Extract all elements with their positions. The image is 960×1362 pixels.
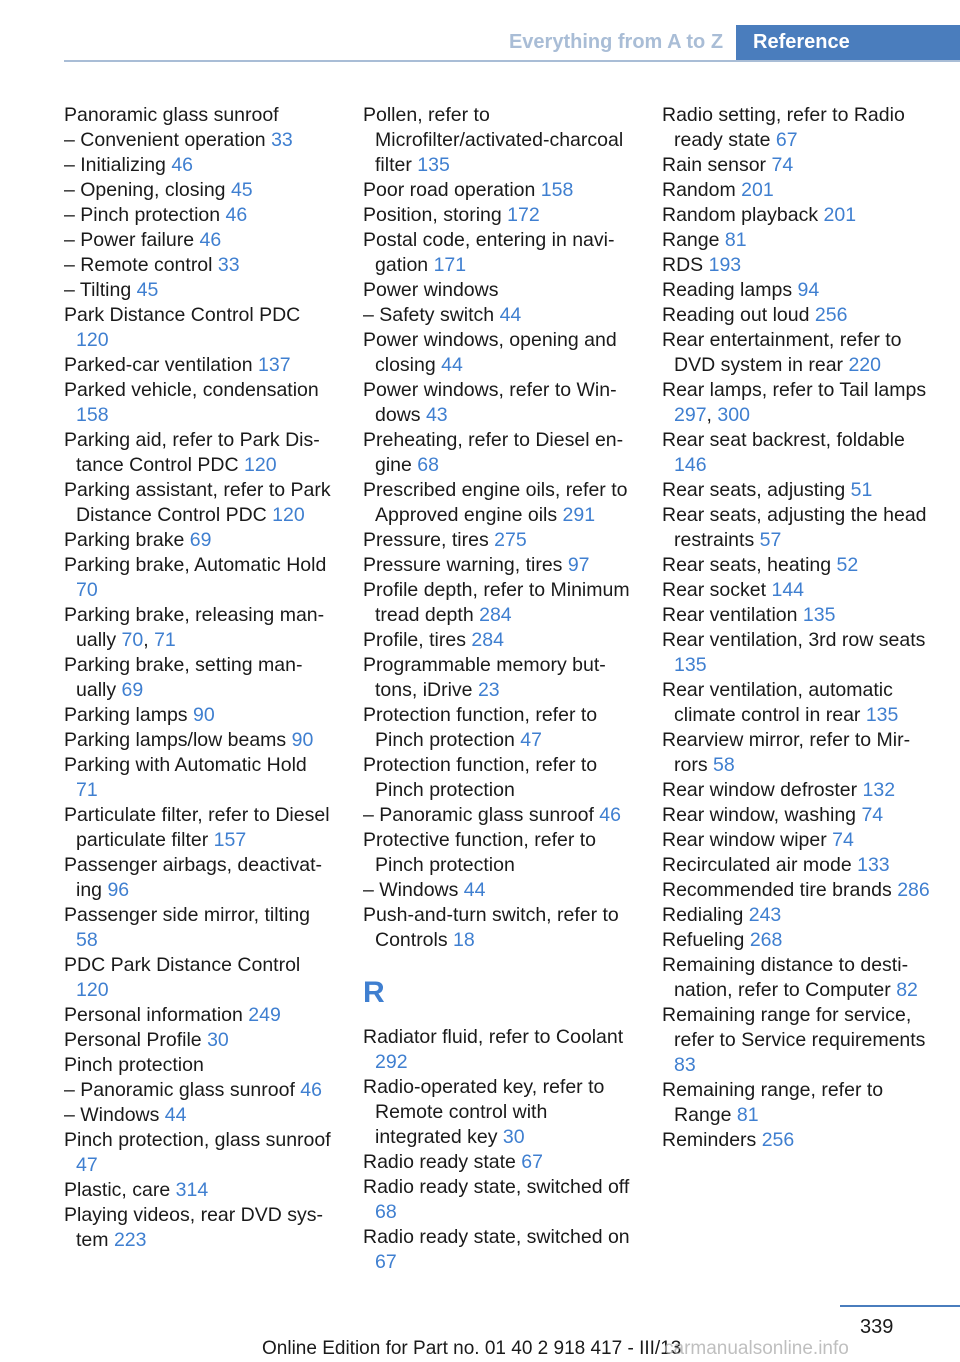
- page-reference-link[interactable]: 83: [674, 1054, 696, 1076]
- index-entry: [662, 253, 930, 278]
- page-reference-link[interactable]: 30: [207, 1029, 229, 1051]
- page-reference-link[interactable]: 275: [494, 529, 527, 551]
- index-term: Reminders: [662, 1129, 762, 1151]
- page-reference-link[interactable]: 120: [76, 329, 109, 351]
- index-entry: [363, 653, 631, 703]
- index-term: Particulate filter, refer to Diesel particulate filter: [64, 804, 330, 851]
- index-term: Reading out loud: [662, 304, 815, 326]
- index-entry: [662, 1003, 930, 1078]
- index-term: Refueling: [662, 929, 750, 951]
- index-entry: [363, 1175, 631, 1225]
- index-entry: [363, 703, 631, 753]
- page-reference-link[interactable]: 90: [291, 729, 314, 751]
- page-reference-link[interactable]: 220: [848, 354, 881, 376]
- index-term: Pressure warning, tires: [363, 554, 568, 576]
- page-reference-link[interactable]: 70: [121, 629, 144, 651]
- index-term: PDC Park Distance Control: [64, 954, 301, 976]
- index-entry: [662, 1128, 930, 1153]
- page-reference-link[interactable]: 69: [121, 679, 144, 701]
- index-term: Reading lamps: [662, 279, 798, 301]
- index-entry: [662, 478, 930, 503]
- index-entry: [363, 753, 631, 803]
- page-reference-link[interactable]: 223: [113, 1229, 147, 1251]
- index-term: Rear window defroster: [662, 779, 863, 801]
- page-reference-link[interactable]: 243: [748, 904, 782, 926]
- index-term: Redialing: [662, 904, 749, 926]
- index-term: Pressure, tires: [363, 529, 495, 551]
- index-entry: [662, 503, 930, 553]
- index-entry: [662, 378, 930, 428]
- index-entry: [64, 728, 332, 753]
- index-term: Range: [662, 229, 725, 251]
- page-reference-link[interactable]: 297: [674, 404, 707, 426]
- index-term: Parking brake, setting manually: [64, 654, 303, 701]
- index-term: Parking brake, Automatic Hold: [64, 554, 327, 576]
- index-entry: [64, 803, 332, 853]
- footer-divider: [840, 1305, 960, 1307]
- index-term: Parked vehicle, condensation: [64, 379, 319, 401]
- index-entry: [662, 303, 930, 328]
- index-term: Playing videos, rear DVD system: [64, 1204, 324, 1251]
- index-entry: [363, 828, 631, 878]
- index-term: Personal Profile: [64, 1029, 208, 1051]
- page-reference-link[interactable]: 45: [230, 179, 253, 201]
- page-reference-link[interactable]: 74: [832, 829, 854, 851]
- page-reference-link[interactable]: 135: [802, 604, 836, 626]
- index-term: Radio ready state, switched off: [363, 1176, 630, 1198]
- page-reference-link[interactable]: 135: [417, 154, 450, 176]
- index-entry: [363, 1150, 631, 1175]
- index-entry: [64, 178, 332, 203]
- index-entry: [363, 553, 631, 578]
- index-term: Recirculated air mode: [662, 854, 858, 876]
- page-reference-link[interactable]: 158: [540, 179, 574, 201]
- index-entry: [662, 853, 930, 878]
- index-term: – Safety switch: [363, 304, 500, 326]
- page-reference-link[interactable]: 46: [199, 229, 222, 251]
- page-reference-link[interactable]: 47: [76, 1154, 98, 1176]
- index-entry: [64, 478, 332, 528]
- index-entry: [64, 603, 332, 653]
- ref-separator: ,: [143, 629, 155, 651]
- index-entry: [363, 578, 631, 628]
- index-entry: [363, 328, 631, 378]
- letter-heading: R: [363, 976, 385, 1009]
- index-entry: [363, 378, 631, 428]
- index-term: Remaining range, refer to Range: [662, 1079, 884, 1126]
- page-reference-link[interactable]: 120: [244, 454, 277, 476]
- page-reference-link[interactable]: 18: [453, 929, 475, 951]
- page-reference-link[interactable]: 144: [771, 579, 805, 601]
- page-reference-link[interactable]: 46: [599, 804, 621, 826]
- page-reference-link[interactable]: 133: [857, 854, 890, 876]
- page-reference-link[interactable]: 81: [736, 1104, 759, 1126]
- index-entry: [64, 953, 332, 1003]
- index-term: Rear seats, adjusting the head restraints: [662, 504, 927, 551]
- index-entry: [662, 153, 930, 178]
- header-divider: [64, 60, 960, 62]
- index-entry: [64, 1028, 332, 1053]
- page-reference-link[interactable]: 47: [520, 729, 542, 751]
- index-term: Push-and-turn switch, refer to Controls: [363, 904, 619, 951]
- index-entry: [662, 178, 930, 203]
- page-reference-link[interactable]: 201: [823, 204, 857, 226]
- page-reference-link[interactable]: 45: [136, 279, 159, 301]
- page-reference-link[interactable]: 97: [567, 554, 590, 576]
- page-reference-link[interactable]: 286: [897, 879, 930, 901]
- index-term: Parked-car ventilation: [64, 354, 259, 376]
- page-reference-link[interactable]: 157: [213, 829, 247, 851]
- index-term: – Panoramic glass sunroof: [64, 1079, 301, 1101]
- index-entry: [64, 528, 332, 553]
- index-term: – Convenient operation: [64, 129, 272, 151]
- page-reference-link[interactable]: 69: [189, 529, 212, 551]
- index-entry: [363, 278, 631, 303]
- index-entry: [64, 1128, 332, 1178]
- index-term: Rear socket: [662, 579, 772, 601]
- index-term: Parking lamps/low beams: [64, 729, 292, 751]
- page-reference-link[interactable]: 135: [865, 704, 899, 726]
- index-term: RDS: [662, 254, 709, 276]
- page-reference-link[interactable]: 43: [425, 404, 448, 426]
- index-entry: [64, 253, 332, 278]
- index-entry: [64, 103, 332, 128]
- page-reference-link[interactable]: 172: [507, 204, 540, 226]
- index-term: Recommended tire brands: [662, 879, 898, 901]
- index-term: Radio setting, refer to Radio ready state: [662, 104, 905, 151]
- page-reference-link[interactable]: 68: [417, 454, 439, 476]
- index-term: – Tilting: [64, 279, 137, 301]
- page-reference-link[interactable]: 135: [674, 654, 707, 676]
- index-entry: [363, 203, 631, 228]
- index-entry: [363, 528, 631, 553]
- index-column-2: [363, 103, 631, 1275]
- page-reference-link[interactable]: 256: [761, 1129, 795, 1151]
- index-entry: [64, 353, 332, 378]
- page-reference-link[interactable]: 46: [300, 1079, 322, 1101]
- page-reference-link[interactable]: 137: [258, 354, 291, 376]
- index-term: Plastic, care: [64, 1179, 176, 1201]
- index-entry: [662, 278, 930, 303]
- page-reference-link[interactable]: 146: [674, 454, 707, 476]
- index-term: Position, storing: [363, 204, 508, 226]
- index-entry: [363, 178, 631, 203]
- page-reference-link[interactable]: 82: [896, 979, 918, 1001]
- page-reference-link[interactable]: 58: [76, 929, 98, 951]
- index-term: – Power failure: [64, 229, 200, 251]
- page-reference-link[interactable]: 33: [271, 129, 293, 151]
- index-entry: [662, 878, 930, 903]
- page-reference-link[interactable]: 314: [175, 1179, 209, 1201]
- page-reference-link[interactable]: 132: [862, 779, 896, 801]
- index-entry: [662, 728, 930, 778]
- page-reference-link[interactable]: 51: [850, 479, 873, 501]
- page-reference-link[interactable]: 68: [375, 1201, 397, 1223]
- index-term: Passenger side mirror, tilting: [64, 904, 311, 926]
- index-term: Power windows, refer to Windows: [363, 379, 617, 426]
- page-reference-link[interactable]: 74: [771, 154, 794, 176]
- index-entry: [662, 953, 930, 1003]
- index-entry: [363, 303, 631, 328]
- index-entry: [662, 578, 930, 603]
- index-term: Radiator fluid, refer to Coolant: [363, 1026, 624, 1048]
- page-reference-link[interactable]: 158: [76, 404, 109, 426]
- index-term: Rear seats, adjusting: [662, 479, 851, 501]
- page-reference-link[interactable]: 201: [741, 179, 774, 201]
- index-term: Rear ventilation, 3rd row seats: [662, 629, 926, 651]
- index-entry: [363, 1225, 631, 1275]
- index-term: – Remote control: [64, 254, 218, 276]
- page-number: 339: [860, 1316, 894, 1338]
- index-term: Prescribed engine oils, refer to Approved engine oils: [363, 479, 628, 526]
- page-reference-link[interactable]: 67: [775, 129, 798, 151]
- page-reference-link[interactable]: 44: [441, 354, 463, 376]
- index-term: Radio-operated key, refer to Remote control with integrated key: [363, 1076, 605, 1148]
- index-term: Remaining distance to destination, refer to Computer: [662, 954, 909, 1001]
- index-term: Power windows, opening and closing: [363, 329, 617, 376]
- watermark-text: carmanualsonline.info: [664, 1338, 849, 1359]
- index-term: Random playback: [662, 204, 824, 226]
- section-title: Everything from A to Z: [508, 31, 724, 53]
- page-reference-link[interactable]: 67: [375, 1251, 397, 1273]
- index-term: Pollen, refer to Microfilter/activated-charcoal filter: [363, 104, 624, 176]
- index-entry: [64, 703, 332, 728]
- index-term: Preheating, refer to Diesel engine: [363, 429, 624, 476]
- page-reference-link[interactable]: 44: [164, 1104, 187, 1126]
- index-term: Profile depth, refer to Minimum tread depth: [363, 579, 630, 626]
- index-term: Pinch protection, glass sunroof: [64, 1129, 331, 1151]
- page-reference-link[interactable]: 292: [375, 1051, 408, 1073]
- index-entry: [662, 228, 930, 253]
- index-entry: [662, 428, 930, 478]
- index-entry: [64, 853, 332, 903]
- index-term: Parking aid, refer to Park Distance Control PDC: [64, 429, 320, 476]
- page-reference-link[interactable]: 300: [717, 404, 750, 426]
- page-reference-link[interactable]: 120: [76, 979, 109, 1001]
- page-reference-link[interactable]: 30: [502, 1126, 525, 1148]
- index-entry: [64, 1203, 332, 1253]
- page-reference-link[interactable]: 96: [107, 879, 130, 901]
- index-term: Rear ventilation, automatic climate control in rear: [662, 679, 893, 726]
- page-reference-link[interactable]: 58: [713, 754, 735, 776]
- index-entry: [363, 803, 631, 828]
- page-reference-link[interactable]: 284: [471, 629, 504, 651]
- index-term: Profile, tires: [363, 629, 472, 651]
- index-entry: [64, 428, 332, 478]
- index-term: Power windows: [363, 279, 499, 301]
- page-reference-link[interactable]: 256: [814, 304, 848, 326]
- page-reference-link[interactable]: 71: [154, 629, 176, 651]
- page-reference-link[interactable]: 268: [749, 929, 783, 951]
- index-entry: [363, 1075, 631, 1150]
- index-term: Rear window, washing: [662, 804, 862, 826]
- index-term: Remaining range for service, refer to Service requirements: [662, 1004, 926, 1051]
- index-term: Parking with Automatic Hold: [64, 754, 307, 776]
- index-term: – Opening, closing: [64, 179, 231, 201]
- page-reference-link[interactable]: 193: [708, 254, 742, 276]
- index-term: Rear lamps, refer to Tail lamps: [662, 379, 927, 401]
- index-entry: [662, 628, 930, 678]
- index-entry: [64, 1003, 332, 1028]
- index-entry: [662, 778, 930, 803]
- index-entry: [363, 103, 631, 178]
- index-entry: [64, 553, 332, 603]
- page-reference-link[interactable]: 71: [76, 779, 98, 801]
- index-term: Panoramic glass sunroof: [64, 104, 279, 126]
- page-reference-link[interactable]: 81: [724, 229, 747, 251]
- index-term: Protection function, refer to Pinch protection: [363, 704, 598, 751]
- index-column-1: [64, 103, 332, 1253]
- index-term: Rear seats, heating: [662, 554, 837, 576]
- index-term: Pinch protection: [64, 1054, 204, 1076]
- index-entry: [64, 1103, 332, 1128]
- index-entry: [662, 603, 930, 628]
- index-entry: [64, 653, 332, 703]
- index-entry: [363, 478, 631, 528]
- index-term: Rain sensor: [662, 154, 772, 176]
- index-entry: [363, 878, 631, 903]
- page-reference-link[interactable]: 171: [433, 254, 467, 276]
- page-reference-link[interactable]: 284: [479, 604, 512, 626]
- page-reference-link[interactable]: 44: [499, 304, 522, 326]
- index-entry: [64, 1178, 332, 1203]
- index-entry: [662, 803, 930, 828]
- index-entry: [363, 903, 631, 953]
- ref-separator: ,: [706, 404, 718, 426]
- page-reference-link[interactable]: 46: [171, 154, 194, 176]
- index-entry: [64, 1053, 332, 1078]
- index-entry: [662, 903, 930, 928]
- index-entry: [363, 1025, 631, 1075]
- page-reference-link[interactable]: 291: [562, 504, 596, 526]
- index-entry: [64, 753, 332, 803]
- index-term: Parking brake, releasing manually: [64, 604, 325, 651]
- page-reference-link[interactable]: 70: [76, 579, 98, 601]
- index-term: Rear window wiper: [662, 829, 833, 851]
- page-reference-link[interactable]: 44: [463, 879, 486, 901]
- index-entry: [64, 303, 332, 353]
- index-entry: [64, 1078, 332, 1103]
- index-entry: [662, 203, 930, 228]
- index-term: Protective function, refer to Pinch protection: [363, 829, 597, 876]
- index-term: Protection function, refer to Pinch protection: [363, 754, 598, 801]
- index-entry: [64, 128, 332, 153]
- page-reference-link[interactable]: 249: [248, 1004, 281, 1026]
- index-entry: [363, 228, 631, 278]
- index-term: Parking lamps: [64, 704, 193, 726]
- index-term: Rear ventilation: [662, 604, 803, 626]
- index-entry: [662, 928, 930, 953]
- edition-text: Online Edition for Part no. 01 40 2 918 417 - III/13: [262, 1338, 682, 1359]
- index-term: – Initializing: [64, 154, 172, 176]
- index-term: – Panoramic glass sunroof: [363, 804, 600, 826]
- index-entry: [64, 153, 332, 178]
- index-entry: [64, 903, 332, 953]
- page-reference-link[interactable]: 23: [477, 679, 500, 701]
- index-term: Rear entertainment, refer to DVD system in rear: [662, 329, 902, 376]
- index-term: Personal information: [64, 1004, 249, 1026]
- index-term: Postal code, entering in navigation: [363, 229, 615, 276]
- index-term: Passenger airbags, deactivating: [64, 854, 322, 901]
- page-reference-link[interactable]: 33: [217, 254, 240, 276]
- index-entry: [363, 428, 631, 478]
- index-entry: [662, 103, 930, 153]
- page-reference-link[interactable]: 90: [192, 704, 215, 726]
- index-entry: [64, 378, 332, 428]
- page-reference-link[interactable]: 74: [861, 804, 884, 826]
- reference-tab[interactable]: Reference: [736, 25, 960, 60]
- index-term: Poor road operation: [363, 179, 541, 201]
- index-entry: [662, 678, 930, 728]
- index-entry: [662, 328, 930, 378]
- index-term: Parking assistant, refer to Park Distance Control PDC: [64, 479, 331, 526]
- index-term: Programmable memory buttons, iDrive: [363, 654, 606, 701]
- index-entry: [64, 228, 332, 253]
- index-term: – Pinch protection: [64, 204, 226, 226]
- page-reference-link[interactable]: 57: [759, 529, 782, 551]
- index-term: – Windows: [64, 1104, 165, 1126]
- index-entry: [363, 628, 631, 653]
- index-term: Radio ready state: [363, 1151, 522, 1173]
- index-term: Rear seat backrest, foldable: [662, 429, 905, 451]
- index-entry: [662, 1078, 930, 1128]
- page-reference-link[interactable]: 120: [272, 504, 305, 526]
- index-entry: [64, 278, 332, 303]
- index-term: Rearview mirror, refer to Mirrors: [662, 729, 911, 776]
- page-reference-link[interactable]: 52: [836, 554, 859, 576]
- page-reference-link[interactable]: 46: [225, 204, 248, 226]
- index-term: – Windows: [363, 879, 464, 901]
- index-entry: [662, 553, 930, 578]
- index-term: Park Distance Control PDC: [64, 304, 301, 326]
- index-entry: [64, 203, 332, 228]
- index-term: Parking brake: [64, 529, 190, 551]
- index-column-3: [662, 103, 930, 1153]
- page-reference-link[interactable]: 94: [797, 279, 820, 301]
- page-reference-link[interactable]: 67: [521, 1151, 543, 1173]
- index-term: Radio ready state, switched on: [363, 1226, 630, 1248]
- index-term: Random: [662, 179, 742, 201]
- index-entry: [662, 828, 930, 853]
